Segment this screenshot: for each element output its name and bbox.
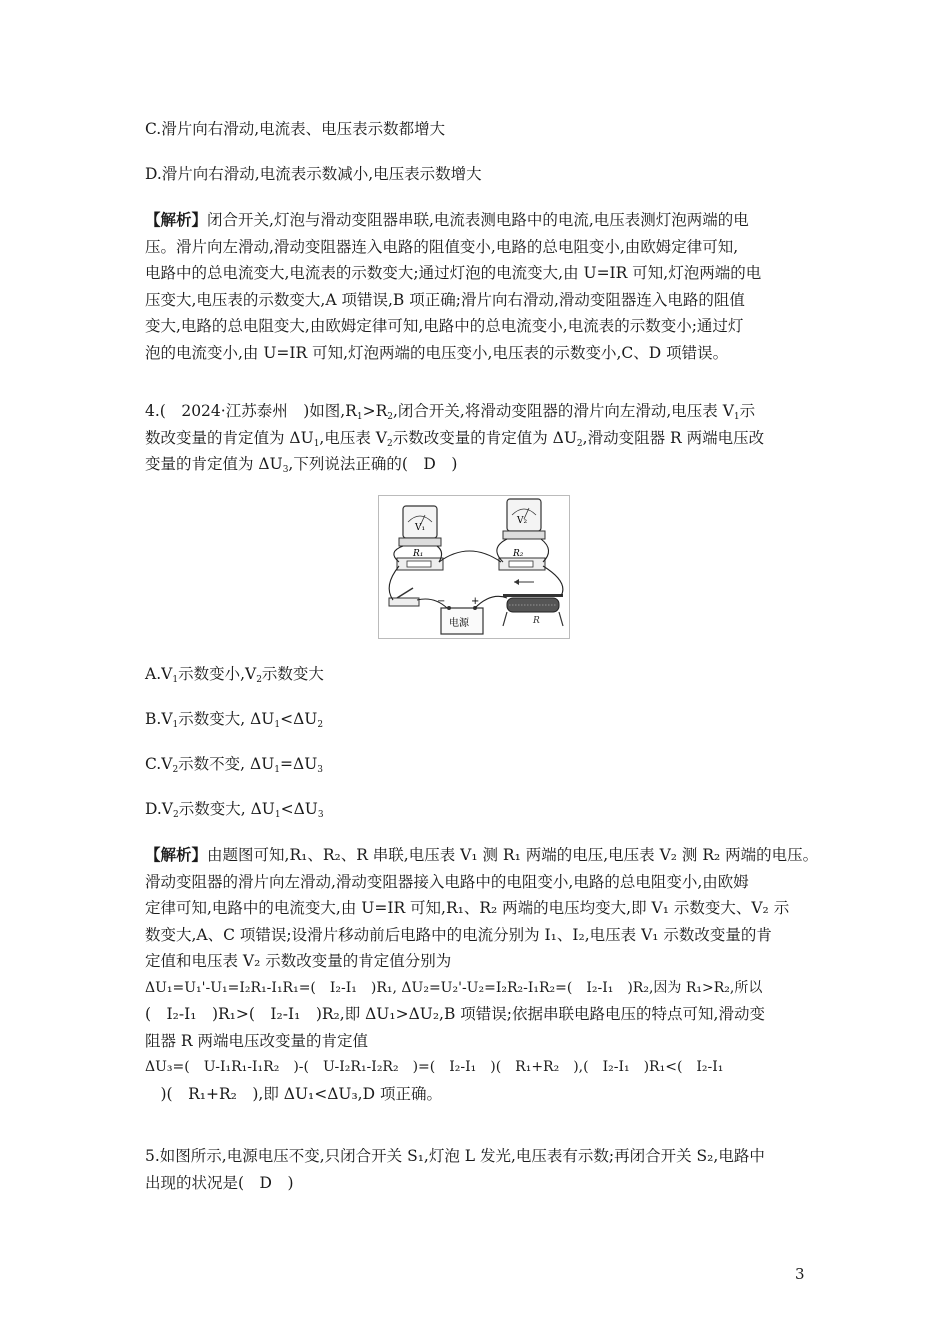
r-label: R: [533, 616, 540, 626]
q4-line-3: [145, 451, 810, 478]
q4-text: ,闭合开关,将滑动变阻器的滑片向左滑动,电压表 V: [393, 402, 734, 420]
switch-icon: [389, 588, 419, 606]
opt-text: <ΔU: [280, 710, 318, 728]
q4-text: 示: [739, 402, 756, 420]
opt-sub: 3: [317, 765, 324, 775]
opt-text: 示数不变, ΔU: [178, 755, 275, 773]
opt-sub: 1: [274, 720, 281, 730]
opt-sub: 2: [173, 810, 179, 820]
option-d: D.滑片向右滑动,电流表示数减小,电压表示数增大: [145, 165, 482, 183]
opt-text: D.V: [145, 800, 173, 818]
analysis-line-5: 变大,电路的总电阻变大,由欧姆定律可知,电路中的总电流变小,电流表的示数变小;通过灯: [145, 317, 744, 335]
analysis-tag: 【解析】: [145, 845, 208, 864]
resistor-r1-icon: [397, 558, 443, 570]
q4-option-d: [145, 798, 324, 820]
opt-text: 示数变大, ΔU: [178, 710, 275, 728]
q4-sub: 3: [282, 465, 289, 475]
r1-label: R₁: [413, 549, 424, 559]
opt-text: 示数变大, ΔU: [178, 800, 275, 818]
r2-label: R₂: [513, 549, 524, 559]
analysis-line-2: 压。滑片向左滑动,滑动变阻器连入电路的阻值变小,电路的总电阻变小,由欧姆定律可知,: [145, 237, 739, 256]
q4-line-1: [145, 398, 810, 425]
opt-sub: 1: [172, 675, 179, 685]
q4-text: >R: [362, 402, 388, 420]
analysis-line-3: 电路中的总电流变大,电流表的示数变大;通过灯泡的电流变大,由 U=IR 可知,灯泡两端的电: [145, 264, 762, 282]
q4-option-a: [145, 663, 324, 685]
q4-sub: 2: [386, 438, 393, 449]
q5-line-2: 出现的状况是( D ): [145, 1173, 294, 1192]
q4-text: 示数改变量的肯定值为 ΔU: [392, 428, 577, 447]
opt-text: 示数变大: [261, 665, 324, 683]
q4-option-b: [145, 708, 323, 730]
minus-label: −: [437, 596, 446, 607]
opt-sub: 2: [172, 765, 179, 775]
page-number: 3: [795, 1265, 805, 1283]
q4-line-2: [145, 425, 810, 452]
analysis-q4: [145, 842, 819, 1107]
power-label: 电源: [449, 618, 469, 629]
v2-label: V₂: [517, 516, 528, 526]
opt-sub: 3: [317, 810, 324, 820]
opt-sub: 1: [274, 765, 281, 775]
q4-sub: 1: [356, 412, 363, 422]
question-5: [145, 1143, 810, 1196]
circuit-figure: [378, 495, 570, 639]
analysis-q3: [145, 207, 810, 366]
analysis4-line-7: ( I₂-I₁ )R₁>( I₂-I₁ )R₂,即 ΔU₁>ΔU₂,B 项错误;依据串联电路电压的特点可知,滑动变: [145, 1005, 765, 1023]
question-4: [145, 398, 810, 478]
v1-label: V₁: [415, 523, 426, 533]
q4-option-c: [145, 753, 323, 775]
circuit-diagram: [379, 496, 569, 638]
analysis-text: 由题图可知,R₁、R₂、R 串联,电压表 V₁ 测 R₁ 两端的电压,电压表 V₂ 测 R₂ 两端的电压。: [207, 846, 819, 864]
analysis4-line-3: 定律可知,电路中的电流变大,由 U=IR 可知,R₁、R₂ 两端的电压均变大,即 V₁ 示数变大、V₂ 示: [145, 899, 790, 917]
analysis4-line-2: 滑动变阻器的滑片向左滑动,滑动变阻器接入电路中的电阻变小,电路的总电阻变小,由欧姆: [145, 872, 749, 891]
opt-sub: 2: [256, 675, 262, 685]
q4-text: ,滑动变阻器 R 两端电压改: [582, 428, 765, 447]
analysis4-line-6: ΔU₁=U₁'-U₁=I₂R₁-I₁R₁=( I₂-I₁ )R₁, ΔU₂=U₂'-U₂=I₂R₂-I₁R₂=( I₂-I₁ )R₂,因为 R₁>R₂,所以: [145, 979, 763, 996]
analysis-line-4: 压变大,电压表的示数变大,A 项错误,B 项正确;滑片向右滑动,滑动变阻器连入电路的阻值: [145, 290, 745, 309]
analysis4-line-1: [145, 842, 819, 869]
opt-sub: 1: [274, 810, 281, 820]
analysis4-line-4: 数变大,A、C 项错误;设滑片移动前后电路中的电流分别为 I₁、I₂,电压表 V₁ 示数改变量的肯: [145, 925, 772, 944]
opt-text: A.V: [145, 665, 173, 683]
opt-text: =ΔU: [280, 755, 318, 773]
opt-sub: 1: [172, 720, 179, 730]
q4-sub: 2: [576, 438, 583, 449]
analysis4-line-10: )( R₁+R₂ ),即 ΔU₁<ΔU₃,D 项正确。: [145, 1084, 442, 1103]
analysis-tag: 【解析】: [145, 210, 208, 229]
opt-text: C.V: [145, 755, 173, 773]
analysis4-line-8: 阻器 R 两端电压改变量的肯定值: [145, 1031, 369, 1050]
resistor-r2-icon: [499, 558, 545, 570]
opt-text: <ΔU: [280, 800, 318, 818]
q4-sub: 1: [733, 412, 740, 422]
q4-text: ,电压表 V: [319, 428, 387, 447]
analysis4-line-5: 定值和电压表 V₂ 示数改变量的肯定值分别为: [145, 952, 452, 970]
q5-line-1: 5.如图所示,电源电压不变,只闭合开关 S₁,灯泡 L 发光,电压表有示数;再闭合开关 S₂,电路中: [145, 1147, 765, 1165]
q4-sub: 1: [313, 438, 320, 449]
q4-text: 数改变量的肯定值为 ΔU: [145, 428, 314, 447]
option-c: C.滑片向右滑动,电流表、电压表示数都增大: [145, 120, 446, 138]
plus-label: +: [471, 596, 480, 607]
analysis-line-1: [145, 207, 810, 234]
opt-text: 示数变小,V: [178, 665, 257, 683]
q4-sub: 2: [387, 412, 393, 422]
analysis-text: 闭合开关,灯泡与滑动变阻器串联,电流表测电路中的电流,电压表测灯泡两端的电: [207, 211, 749, 229]
q4-text: 变量的肯定值为 ΔU: [145, 455, 283, 473]
opt-text: B.V: [145, 710, 173, 728]
q4-text: 4.( 2024·江苏泰州 )如图,R: [145, 402, 357, 420]
analysis-line-6: 泡的电流变小,由 U=IR 可知,灯泡两端的电压变小,电压表的示数变小,C、D 项错误。: [145, 343, 729, 362]
analysis4-line-9: ΔU₃=( U-I₁R₁-I₁R₂ )-( U-I₂R₁-I₂R₂ )=( I₂-I₁ )( R₁+R₂ ),( I₂-I₁ )R₁<( I₂-I₁: [145, 1059, 724, 1075]
opt-sub: 2: [317, 720, 324, 730]
q4-text: ,下列说法正确的( D ): [288, 455, 458, 473]
